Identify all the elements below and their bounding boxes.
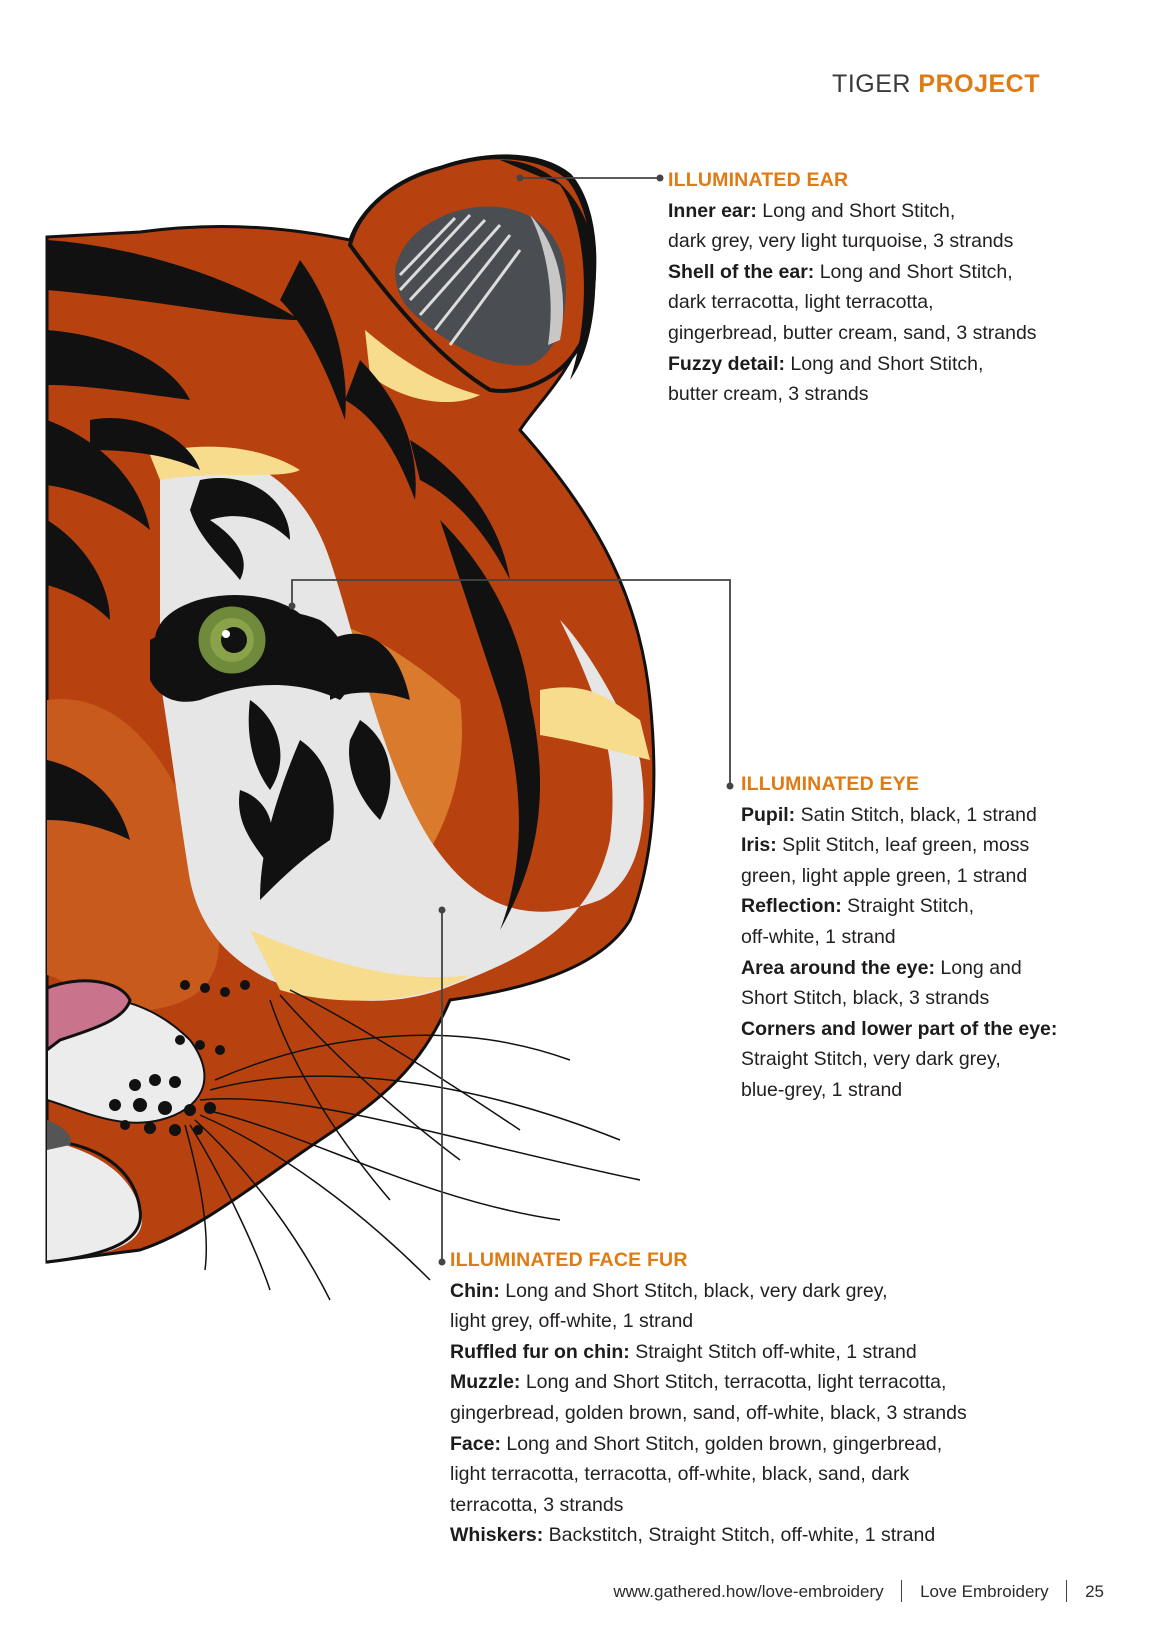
callout-line — [741, 861, 1057, 892]
callout-line — [668, 226, 1037, 257]
stitch-description: dark grey, very light turquoise, 3 strands — [668, 230, 1014, 253]
stitch-label: Shell of the ear: — [668, 260, 815, 283]
stitch-description: Split Stitch, leaf green, moss — [776, 834, 1030, 857]
stitch-description: green, light apple green, 1 strand — [741, 864, 1028, 887]
callout-line — [668, 379, 1037, 410]
callout-lines — [668, 196, 1037, 410]
callout-illuminated-ear — [668, 165, 1037, 410]
stitch-description: light grey, off-white, 1 strand — [450, 1310, 694, 1333]
page-footer — [613, 1580, 1104, 1602]
callout-line — [450, 1306, 967, 1337]
stitch-label: Fuzzy detail: — [668, 352, 786, 375]
ear-leader-dot-end — [657, 175, 664, 182]
callout-line — [741, 1075, 1057, 1106]
stitch-description: light terracotta, terracotta, off-white, black, sand, dark — [450, 1463, 910, 1486]
stitch-label: Pupil: — [741, 803, 796, 826]
stitch-description: butter cream, 3 strands — [668, 383, 869, 406]
callout-line — [668, 318, 1037, 349]
header-prefix: TIGER — [832, 70, 911, 98]
stitch-description: terracotta, 3 strands — [450, 1493, 624, 1516]
callout-line — [450, 1490, 967, 1521]
callout-title: ILLUMINATED EAR — [668, 169, 849, 191]
eye-leader-dot-end — [727, 783, 734, 790]
stitch-label: Area around the eye: — [741, 956, 935, 979]
stitch-description: dark terracotta, light terracotta, — [668, 291, 934, 314]
callout-line — [741, 1044, 1057, 1075]
callout-line — [450, 1398, 967, 1429]
stitch-description: gingerbread, butter cream, sand, 3 strands — [668, 321, 1037, 344]
stitch-label: Ruffled fur on chin: — [450, 1340, 630, 1363]
stitch-description: Long and Short Stitch, golden brown, gingerbread, — [500, 1432, 943, 1455]
callout-lines — [450, 1276, 967, 1551]
callout-line — [668, 349, 1037, 380]
callout-line — [450, 1429, 967, 1460]
stitch-description: Straight Stitch off-white, 1 strand — [629, 1340, 917, 1363]
callout-line — [741, 891, 1057, 922]
callout-title: ILLUMINATED EYE — [741, 773, 920, 795]
callout-title: ILLUMINATED FACE FUR — [450, 1249, 688, 1271]
footer-divider — [1066, 1580, 1067, 1602]
ear-leader-dot-start — [517, 175, 524, 182]
callout-line — [450, 1459, 967, 1490]
callout-line — [668, 257, 1037, 288]
callout-line — [741, 830, 1057, 861]
tiger-eye-reflection — [222, 630, 230, 638]
callout-line — [741, 922, 1057, 953]
stitch-label: Reflection: — [741, 895, 842, 918]
callout-lines — [741, 800, 1057, 1106]
fur-leader-dot-end — [439, 1259, 446, 1266]
stitch-label: Muzzle: — [450, 1371, 521, 1394]
callout-line — [450, 1276, 967, 1307]
footer-magazine: Love Embroidery — [920, 1582, 1049, 1601]
stitch-description: Long and Short Stitch, terracotta, light terracotta, — [520, 1371, 947, 1394]
stitch-description: Long and Short Stitch, black, very dark grey, — [499, 1279, 888, 1302]
stitch-label: Inner ear: — [668, 199, 757, 222]
callout-line — [741, 1014, 1057, 1045]
stitch-label: Chin: — [450, 1279, 500, 1302]
callout-line — [741, 953, 1057, 984]
fur-leader-dot-start — [439, 907, 446, 914]
stitch-description: gingerbread, golden brown, sand, off-white, black, 3 strands — [450, 1401, 967, 1424]
stitch-description: Short Stitch, black, 3 strands — [741, 987, 990, 1010]
stitch-description: off-white, 1 strand — [741, 925, 896, 948]
stitch-description: Long and — [934, 956, 1022, 979]
callout-line — [741, 983, 1057, 1014]
callout-line — [668, 287, 1037, 318]
callout-line — [741, 800, 1057, 831]
stitch-label: Whiskers: — [450, 1524, 544, 1547]
footer-url: www.gathered.how/love-embroidery — [613, 1582, 884, 1601]
stitch-label: Face: — [450, 1432, 501, 1455]
callout-line — [450, 1520, 967, 1551]
stitch-description: Straight Stitch, — [841, 895, 974, 918]
footer-divider — [901, 1580, 902, 1602]
stitch-label: Iris: — [741, 834, 777, 857]
callout-illuminated-face-fur — [450, 1245, 967, 1551]
callout-line — [450, 1367, 967, 1398]
stitch-description: Long and Short Stitch, — [814, 260, 1013, 283]
stitch-description: blue-grey, 1 strand — [741, 1078, 903, 1101]
page-number: 25 — [1085, 1582, 1104, 1601]
stitch-description: Backstitch, Straight Stitch, off-white, 1 strand — [543, 1524, 936, 1547]
callout-line — [668, 196, 1037, 227]
stitch-description: Satin Stitch, black, 1 strand — [795, 803, 1037, 826]
stitch-label: Corners and lower part of the eye: — [741, 1017, 1058, 1040]
header-accent: PROJECT — [918, 70, 1040, 98]
stitch-description: Long and Short Stitch, — [756, 199, 956, 222]
stitch-description: Straight Stitch, very dark grey, — [741, 1048, 1001, 1071]
callout-line — [450, 1337, 967, 1368]
callout-illuminated-eye — [741, 769, 1057, 1106]
stitch-description: Long and Short Stitch, — [785, 352, 984, 375]
eye-leader-dot-start — [289, 603, 296, 610]
